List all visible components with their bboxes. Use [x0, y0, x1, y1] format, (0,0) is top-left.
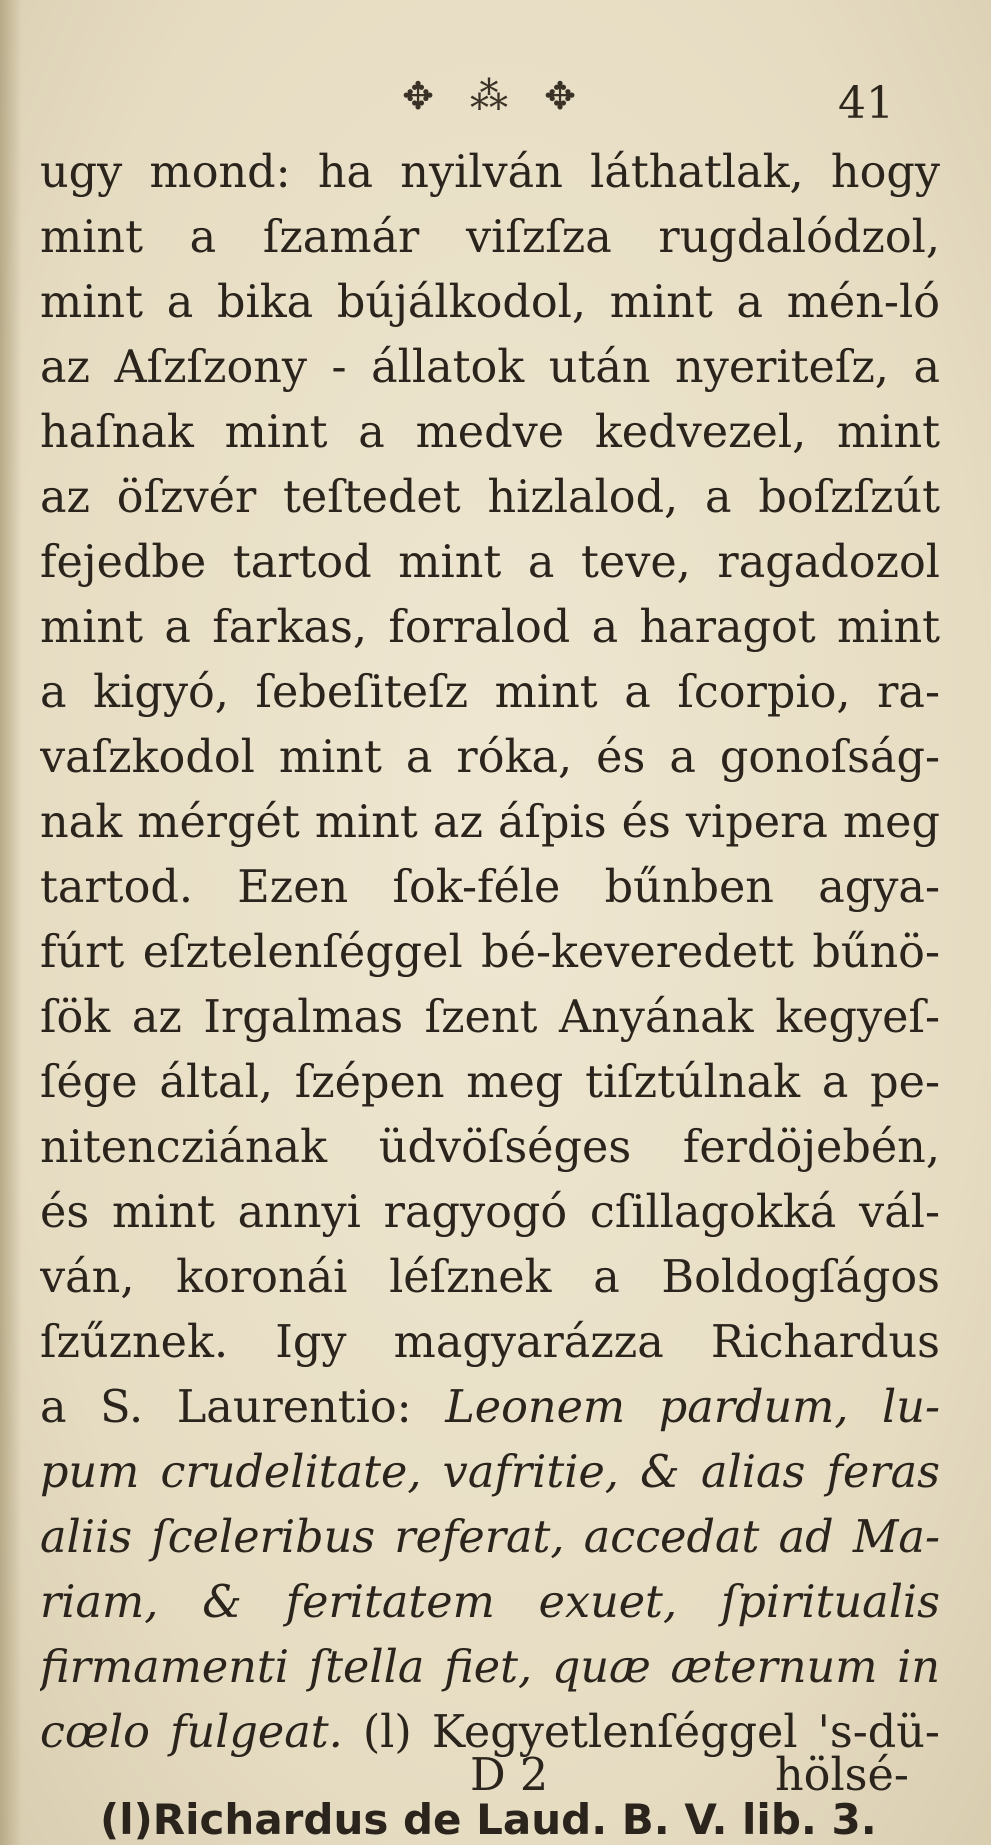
- text-line-8: mint a farkas, forralod a haragot mint: [40, 602, 940, 653]
- text-line-1: ugy mond: ha nyilván láthatlak, hogy: [40, 147, 940, 198]
- text-line-6: az öſzvér teſtedet hizlalod, a boſzſzút: [40, 472, 940, 523]
- text-line-10: vaſzkodol mint a róka, és a gonoſság-: [40, 732, 940, 783]
- latin-line-5: firmamenti ſtella fiet, quæ æternum in: [40, 1642, 940, 1693]
- page-header: [0, 70, 991, 130]
- text-line-3: mint a bika bújálkodol, mint a mén-ló: [40, 277, 940, 328]
- catchword: hölsé-: [775, 1750, 909, 1801]
- latin-line-2: pum crudelitate, vafritie, & alias feras: [40, 1447, 940, 1498]
- body-text: [40, 140, 940, 1765]
- text-line-13: fúrt eſztelenſéggel bé-keveredett bűnö-: [40, 927, 940, 978]
- text-line-15: ſége által, ſzépen meg tiſztúlnak a pe-: [40, 1057, 940, 1108]
- text-line-5: haſnak mint a medve kedvezel, mint: [40, 407, 940, 458]
- text-line-2: mint a ſzamár viſzſza rugdalódzol,: [40, 212, 940, 263]
- latin-line-3: aliis ſceleribus referat, accedat ad Ma-: [40, 1512, 940, 1563]
- signature-mark: D 2: [470, 1750, 549, 1801]
- text-line-7: fejedbe tartod mint a teve, ragadozol: [40, 537, 940, 588]
- text-line-18: ván, koronái léſznek a Boldogſágos: [40, 1252, 940, 1303]
- text-line-last-roman: (l) Kegyetlenſéggel 's-dü-: [362, 1707, 940, 1758]
- page-number: 41: [838, 78, 894, 129]
- text-line-19: ſzűznek. Igy magyarázza Richardus: [40, 1317, 940, 1368]
- text-line-12: tartod. Ezen ſok-féle bűnben agya-: [40, 862, 940, 913]
- text-line-9: a kigyó, ſebeſiteſz mint a ſcorpio, ra-: [40, 667, 940, 718]
- text-line-20: [40, 1375, 940, 1440]
- text-line-4: az Aſzſzony - állatok után nyeriteſz, a: [40, 342, 940, 393]
- page-gutter-shadow: [0, 0, 22, 1845]
- latin-line-6: cœlo fulgeat.: [40, 1707, 343, 1758]
- latin-line-4: riam, & feritatem exuet, ſpiritualis: [40, 1577, 940, 1628]
- text-line-14: ſök az Irgalmas ſzent Anyának kegyeſ-: [40, 992, 940, 1043]
- footnote: (l)Richardus de Laud. B. V. lib. 3.: [100, 1795, 877, 1844]
- header-ornament: ✥ ⁂ ✥: [402, 74, 588, 118]
- text-line-16: nitencziának üdvöſséges ferdöjebén,: [40, 1122, 940, 1173]
- text-line-17: és mint annyi ragyogó cſillagokká vál-: [40, 1187, 940, 1238]
- latin-line-1: Leonem pardum, lu-: [445, 1382, 940, 1433]
- text-line-11: nak mérgét mint az áſpis és vipera meg: [40, 797, 940, 848]
- latin-intro: a S. Laurentio:: [40, 1382, 412, 1433]
